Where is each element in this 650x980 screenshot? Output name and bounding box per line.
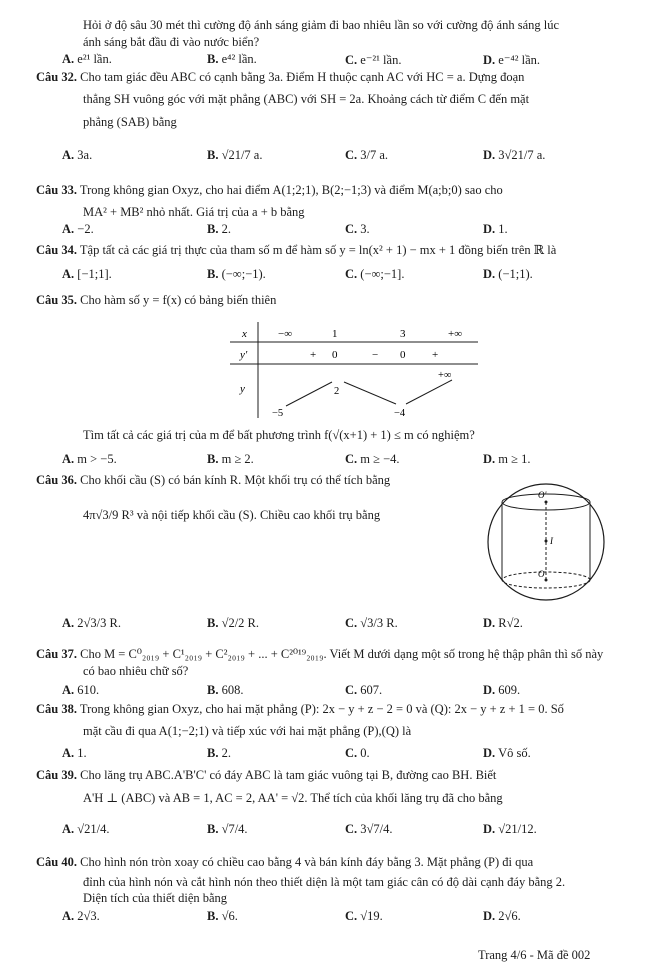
q37-option-c: C. 607. <box>345 683 383 697</box>
q37-line2: có bao nhiêu chữ số? <box>83 664 189 678</box>
q35-option-d: D. m ≥ 1. <box>483 452 531 466</box>
q34-option-a: A. [−1;1]. <box>62 267 112 281</box>
q37-stem: Câu 37. Cho M = C⁰₂₀₁₉ + C¹₂₀₁₉ + C²₂₀₁₉ + ... + C²⁰¹⁹₂₀₁₉. Viết M dưới dạng một số trong hệ thập phân thì số này <box>36 647 604 661</box>
q38-option-a: A. 1. <box>62 746 87 760</box>
q32-stem: Câu 32. Cho tam giác đều ABC có cạnh bằng 3a. Điểm H thuộc cạnh AC với HC = a. Dựng đoạn <box>36 70 525 84</box>
q38-option-b: B. 2. <box>207 746 231 760</box>
sign-3: + <box>432 349 439 361</box>
q40-line3: Diện tích của thiết diện bằng <box>83 891 228 905</box>
q32-option-a: A. 3a. <box>62 148 93 162</box>
q33-option-a: A. −2. <box>62 222 94 236</box>
q40-stem: Câu 40. Cho hình nón tròn xoay có chiều cao bằng 4 và bán kính đáy bằng 3. Mặt phẳng (P) đi qua <box>36 855 534 869</box>
variation-table-svg <box>228 322 484 420</box>
sign-1: + <box>310 349 317 361</box>
sign-zero-1: 0 <box>332 349 338 361</box>
q33-line2: MA² + MB² nhỏ nhất. Giá trị của a + b bằng <box>83 205 305 219</box>
variation-table <box>228 322 484 420</box>
arrow-up-2 <box>406 380 452 404</box>
q35-line2: Tìm tất cả các giá trị của m để bất phương trình f(√(x+1) + 1) ≤ m có nghiệm? <box>83 428 475 442</box>
q33-option-d: D. 1. <box>483 222 508 236</box>
q31-option-c: C. e⁻²¹ lần. <box>345 53 402 67</box>
sign-2: − <box>372 349 379 361</box>
q38-option-c: C. 0. <box>345 746 370 760</box>
arrow-down <box>344 382 396 404</box>
q35-option-c: C. m ≥ −4. <box>345 452 400 466</box>
q40-option-d: D. 2√6. <box>483 909 521 923</box>
q34-option-b: B. (−∞;−1). <box>207 267 266 281</box>
q31-option-d: D. e⁻⁴² lần. <box>483 53 541 67</box>
q33-option-c: C. 3. <box>345 222 370 236</box>
q40-option-b: B. √6. <box>207 909 238 923</box>
q35-stem: Câu 35. Cho hàm số y = f(x) có bảng biến thiên <box>36 293 277 307</box>
q38-line2: mặt cầu đi qua A(1;−2;1) và tiếp xúc với hai mặt phẳng (P),(Q) là <box>83 724 412 738</box>
q32-option-b: B. √21/7 a. <box>207 148 263 162</box>
q31-line2: ánh sáng bắt đầu đi vào nước biển? <box>83 35 260 49</box>
sign-zero-2: 0 <box>400 349 406 361</box>
q31-line1: Hỏi ở độ sâu 30 mét thì cường độ ánh sáng giảm đi bao nhiêu lần so với cường độ ánh sáng lúc <box>83 18 560 32</box>
q35-option-a: A. m > −5. <box>62 452 117 466</box>
x-value-3: 3 <box>400 328 406 340</box>
q31-option-b: B. e⁴² lần. <box>207 52 257 66</box>
q39-line2: A'H ⊥ (ABC) và AB = 1, AC = 2, AA' = √2. Thể tích của khối lăng trụ đã cho bằng <box>83 791 503 805</box>
q32-line3: phẳng (SAB) bằng <box>83 115 177 129</box>
q38-stem: Câu 38. Trong không gian Oxyz, cho hai mặt phẳng (P): 2x − y + z − 2 = 0 và (Q): 2x − y + z + 1 = 0. Số <box>36 702 564 716</box>
q39-option-d: D. √21/12. <box>483 822 537 836</box>
q39-stem: Câu 39. Cho lăng trụ ABC.A'B'C' có đáy ABC là tam giác vuông tại B, đường cao BH. Biết <box>36 768 497 782</box>
q34-stem: Câu 34. Tập tất cả các giá trị thực của tham số m để hàm số y = ln(x² + 1) − mx + 1 đồng biến trên ℝ là <box>36 243 557 257</box>
q40-option-a: A. 2√3. <box>62 909 100 923</box>
q37-option-b: B. 608. <box>207 683 244 697</box>
x-value-pos-inf: +∞ <box>448 328 463 340</box>
page-footer: Trang 4/6 - Mã đề 002 <box>478 948 591 962</box>
q32-option-c: C. 3/7 a. <box>345 148 389 162</box>
q35-option-b: B. m ≥ 2. <box>207 452 254 466</box>
q39-option-b: B. √7/4. <box>207 822 248 836</box>
point-o <box>545 579 548 582</box>
q36-option-c: C. √3/3 R. <box>345 616 398 630</box>
q37-option-a: A. 610. <box>62 683 100 697</box>
label-o-prime: O' <box>538 490 547 500</box>
q36-stem: Câu 36. Cho khối cầu (S) có bán kính R. Một khối trụ có thể tích bằng <box>36 473 391 487</box>
sphere-cylinder-svg <box>484 480 608 604</box>
q40-line2: đỉnh của hình nón và cắt hình nón theo thiết diện là một tam giác cân có độ dài cạnh đáy bằng 2. <box>83 875 566 889</box>
q36-option-d: D. R√2. <box>483 616 523 630</box>
q39-option-c: C. 3√7/4. <box>345 822 393 836</box>
yprime-row-label: y' <box>240 349 248 361</box>
q32-option-d: D. 3√21/7 a. <box>483 148 546 162</box>
y-value-minus-5: −5 <box>272 408 284 419</box>
y-value-minus-4: −4 <box>394 408 406 419</box>
arrow-up-1 <box>286 382 332 406</box>
q37-option-d: D. 609. <box>483 683 521 697</box>
q33-option-b: B. 2. <box>207 222 231 236</box>
q38-option-d: D. Vô số. <box>483 746 531 760</box>
y-row-label: y <box>240 383 245 395</box>
x-value-neg-inf: −∞ <box>278 328 293 340</box>
q36-line2: 4π√3/9 R³ và nội tiếp khối cầu (S). Chiều cao khối trụ bằng <box>83 508 381 522</box>
x-row-label: x <box>242 328 247 340</box>
y-value-pos-inf: +∞ <box>438 370 452 381</box>
q33-stem: Câu 33. Trong không gian Oxyz, cho hai điểm A(1;2;1), B(2;−1;3) và điểm M(a;b;0) sao cho <box>36 183 503 197</box>
y-value-2: 2 <box>334 386 340 397</box>
q34-option-c: C. (−∞;−1]. <box>345 267 405 281</box>
label-i: I <box>550 536 553 546</box>
label-o: O <box>538 569 545 579</box>
point-i <box>545 540 548 543</box>
q36-option-b: B. √2/2 R. <box>207 616 260 630</box>
sphere-cylinder-figure <box>484 480 608 604</box>
point-o-prime <box>545 501 548 504</box>
q40-option-c: C. √19. <box>345 909 383 923</box>
q34-option-d: D. (−1;1). <box>483 267 533 281</box>
q31-option-a: A. e²¹ lần. <box>62 52 112 66</box>
x-value-1: 1 <box>332 328 338 340</box>
q32-line2: thẳng SH vuông góc với mặt phẳng (ABC) với SH = 2a. Khoảng cách từ điểm C đến mặt <box>83 92 530 106</box>
q36-option-a: A. 2√3/3 R. <box>62 616 121 630</box>
q39-option-a: A. √21/4. <box>62 822 110 836</box>
